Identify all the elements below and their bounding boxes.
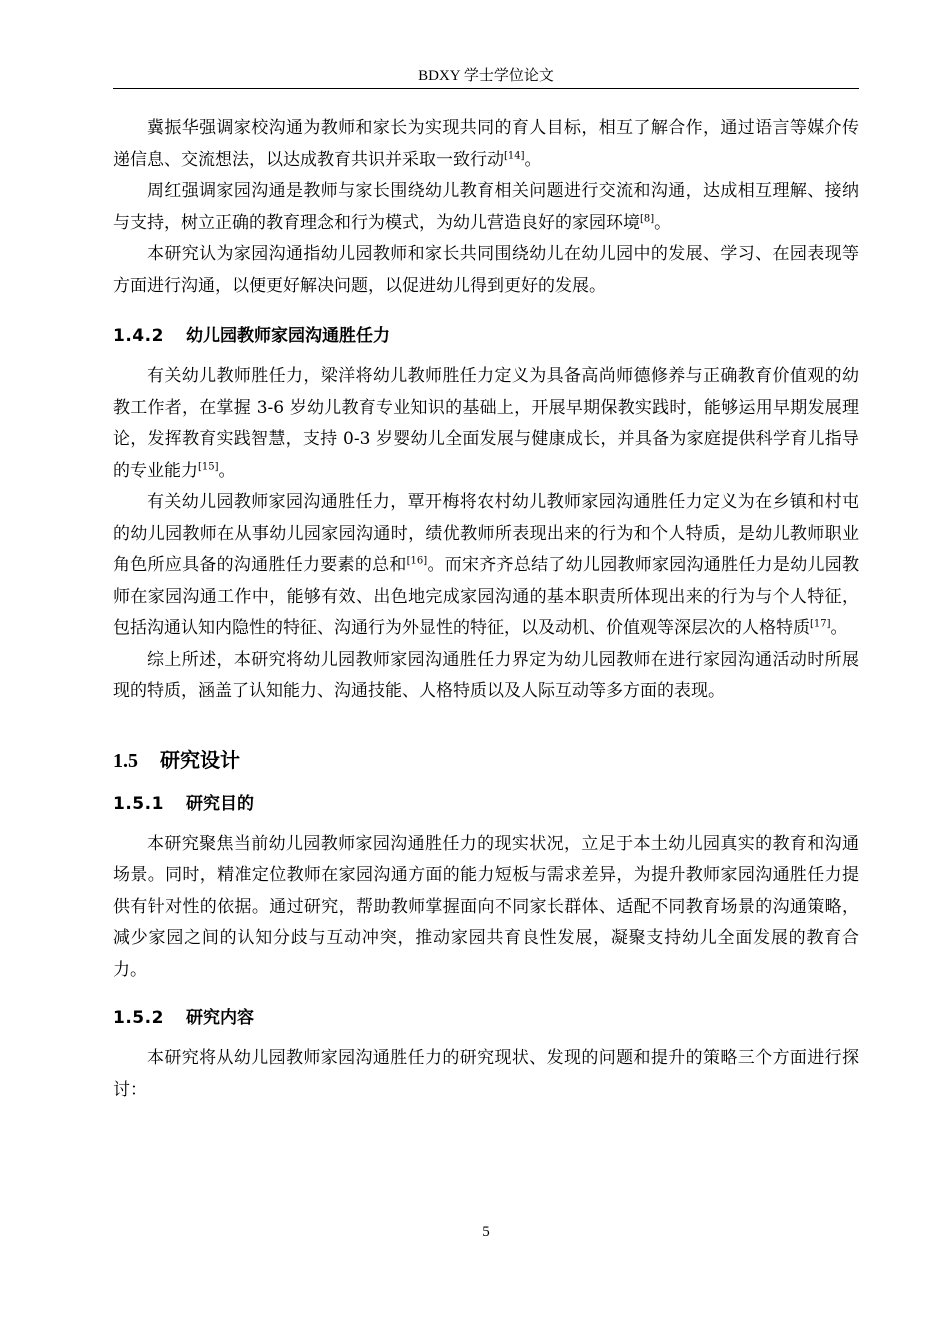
paragraph: 周红强调家园沟通是教师与家长围绕幼儿教育相关问题进行交流和沟通，达成相互理解、接纳与支持，树立正确的教育理念和行为模式，为幼儿营造良好的家园环境[8]。 (113, 181, 859, 233)
page-number: 5 (482, 1224, 490, 1240)
citation: [16] (406, 555, 428, 567)
citation: [14] (504, 149, 525, 161)
section-heading-1-4-2: 1.4.2 幼儿园教师家园沟通胜任力 (113, 326, 390, 346)
citation: [15] (198, 460, 219, 472)
running-header: BDXY 学士学位论文 (418, 68, 554, 84)
paragraph: 本研究将从幼儿园教师家园沟通胜任力的研究现状、发现的问题和提升的策略三个方面进行探讨： (113, 1048, 859, 1100)
header-rule (113, 88, 859, 89)
section-heading-1-5: 1.5 研究设计 (113, 747, 240, 772)
citation: [8] (640, 212, 655, 224)
citation: [17] (810, 618, 831, 630)
paragraph: 有关幼儿园教师家园沟通胜任力，覃开梅将农村幼儿教师家园沟通胜任力定义为在乡镇和村屯的幼儿园教师在从事幼儿园家园沟通时，绩优教师所表现出来的行为和个人特质，是幼儿教师职业角色所应具备的沟通胜任力要素的总和[16]。而宋齐齐总结了幼儿园教师家园沟通胜任力是幼儿园教师在家园沟通工作中，能够有效、出色地完成家园沟通的基本职责所体现出来的行为与个人特征，包括沟通认知内隐性的特征、沟通行为外显性的特征，以及动机、价值观等深层次的人格特质[17]。 (113, 492, 860, 638)
paragraph: 本研究聚焦当前幼儿园教师家园沟通胜任力的现实状况，立足于本土幼儿园真实的教育和沟通场景。同时，精准定位教师在家园沟通方面的能力短板与需求差异，为提升教师家园沟通胜任力提供有针对性的依据。通过研究，帮助教师掌握面向不同家长群体、适配不同教育场景的沟通策略，减少家园之间的认知分歧与互动冲突，推动家园共育良性发展，凝聚支持幼儿全面发展的教育合力。 (113, 833, 859, 980)
paragraph: 冀振华强调家校沟通为教师和家长为实现共同的育人目标，相互了解合作，通过语言等媒介传递信息、交流想法，以达成教育共识并采取一致行动[14]。 (113, 118, 859, 170)
page-body (113, 113, 859, 1106)
section-heading-1-5-2: 1.5.2 研究内容 (113, 1008, 254, 1028)
section-heading-1-5-1: 1.5.1 研究目的 (113, 793, 254, 814)
paragraph: 有关幼儿教师胜任力，梁洋将幼儿教师胜任力定义为具备高尚师德修养与正确教育价值观的幼教工作者，在掌握 3-6 岁幼儿教育专业知识的基础上，开展早期保教实践时，能够运用早期发展理论，发挥教育实践智慧，支持 0-3 岁婴幼儿全面发展与健康成长，并具备为家庭提供科学育儿指导的专业能力[15]。 (113, 366, 859, 481)
paragraph: 本研究认为家园沟通指幼儿园教师和家长共同围绕幼儿在幼儿园中的发展、学习、在园表现等方面进行沟通，以便更好解决问题，以促进幼儿得到更好的发展。 (113, 244, 859, 296)
paragraph: 综上所述，本研究将幼儿园教师家园沟通胜任力界定为幼儿园教师在进行家园沟通活动时所展现的特质，涵盖了认知能力、沟通技能、人格特质以及人际互动等多方面的表现。 (113, 649, 859, 701)
